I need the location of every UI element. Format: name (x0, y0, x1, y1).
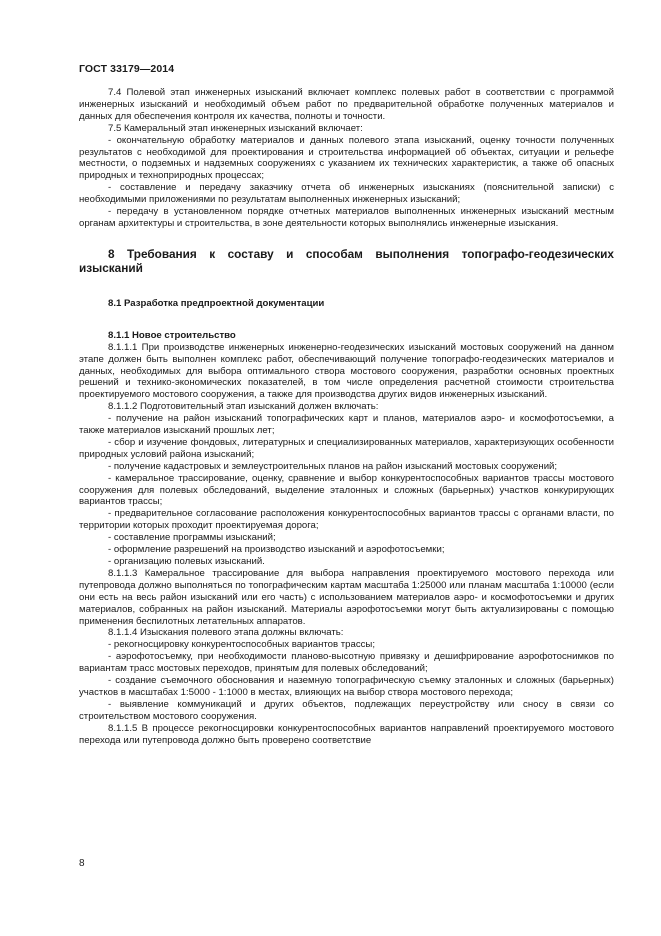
page-body (79, 87, 614, 747)
list-item: - получение кадастровых и землеустроительных планов на район изысканий мостовых сооружений; (108, 460, 558, 472)
list-item: - окончательную обработку материалов и данных полевого этапа изысканий, оценку точности полученных результатов с необходимой для проектирования и строительства информацией об объектах, ситуации и рельефе местности, о подземных и надземных сооружениях с указанием их технических характеристик, а также об опасных природных и техноприродных процессах; (79, 134, 614, 182)
paragraph: 7.4 Полевой этап инженерных изысканий включает комплекс полевых работ в соответствии с программой инженерных изысканий и необходимый объем работ по предварительной обработке полученных материалов и данных для обеспечения контроля их качества, полноты и точности. (79, 87, 614, 122)
paragraph: 8.1.1.1 При производстве инженерных инженерно-геодезических изысканий мостовых сооружений на данном этапе должен быть выполнен комплекс работ, обеспечивающий получение топографо-геодезических материалов и данных, необходимых для выбора оптимального створа мостового сооружения, разработки основных проектных решений и технико-экономических показателей, в том числе определения расчетной стоимости строительства проектируемого мостового сооружения, а также для производства других видов инженерных изысканий. (79, 341, 614, 401)
list-item: - предварительное согласование расположения конкурентоспособных вариантов трассы с органами власти, по территории которых проходит проектируемая дорога; (79, 508, 614, 532)
paragraph: 8.1.1.2 Подготовительный этап изысканий должен включать: (108, 401, 379, 413)
subsection-heading: 8.1 Разработка предпроектной документации (108, 297, 325, 309)
list-item: - организацию полевых изысканий. (108, 556, 265, 567)
list-item: - получение на район изысканий топографических карт и планов, материалов аэро- и космофотосъемки, а также материалов изысканий прошлых лет; (79, 413, 614, 437)
section-title: 8 Требования к составу и способам выполнения топографо-геодезических изысканий (79, 246, 614, 276)
list-item: - составление программы изысканий; (108, 532, 276, 544)
page-number: 8 (79, 858, 85, 869)
list-item: - аэрофотосъемку, при необходимости планово-высотную привязку и дешифрирование аэрофотоснимков по вариантам трасс мостовых переходов, принятым для полевых обследований; (79, 651, 614, 675)
document-code: ГОСТ 33179—2014 (79, 63, 175, 75)
paragraph: 8.1.1.5 В процессе рекогносцировки конкурентоспособных вариантов направлений проектируемого мостового перехода или путепровода должно быть проверено соответствие (79, 722, 614, 746)
list-item: - оформление разрешений на производство изысканий и аэрофотосъемки; (108, 544, 445, 556)
list-item: - составление и передачу заказчику отчета об инженерных изысканиях (пояснительной записки) с необходимыми приложениями по результатам выполненных инженерных изысканий; (79, 182, 614, 206)
subsubsection-heading: 8.1.1 Новое строительство (108, 329, 236, 341)
list-item: - сбор и изучение фондовых, литературных и специализированных материалов, характеризующих особенности природных условий района изысканий; (79, 436, 614, 460)
list-item: - выявление коммуникаций и других объектов, подлежащих переустройству или сносу в связи со строительством мостового сооружения. (79, 698, 614, 722)
list-item: - создание съемочного обоснования и наземную топографическую съемку эталонных и сложных (барьерных) участков в масштабах 1:5000 - 1:1000 в местах, влияющих на выбор створа мостового перехода; (79, 675, 614, 698)
paragraph: 8.1.1.4 Изыскания полевого этапа должны включать: (108, 627, 344, 639)
paragraph: 7.5 Камеральный этап инженерных изысканий включает: (108, 122, 363, 134)
list-item: - рекогносцировку конкурентоспособных вариантов трассы; (108, 639, 375, 651)
list-item: - передачу в установленном порядке отчетных материалов выполненных инженерных изысканий местным органам архитектуры и строительства, в зоне деятельности которых выполнялись инженерные изыскания. (79, 206, 614, 229)
list-item: - камеральное трассирование, оценку, сравнение и выбор конкурентоспособных вариантов трассы мостового сооружения для полевых обследований, выделение эталонных и сложных (барьерных) участков конкурирующих вариантов трассы; (79, 472, 614, 508)
paragraph: 8.1.1.3 Камеральное трассирование для выбора направления проектируемого мостового перехода или путепровода должно выполняться по топографическим картам масштаба 1:25000 или планам масштаба 1:10000 (если они есть на весь район изысканий или его часть) с использованием материалов аэро- и космофотосъемки и других материалов, собранных на район изысканий. Материалы аэрофотосъемки могут быть актуализированы с помощью применения беспилотных летательных аппаратов. (79, 567, 614, 627)
